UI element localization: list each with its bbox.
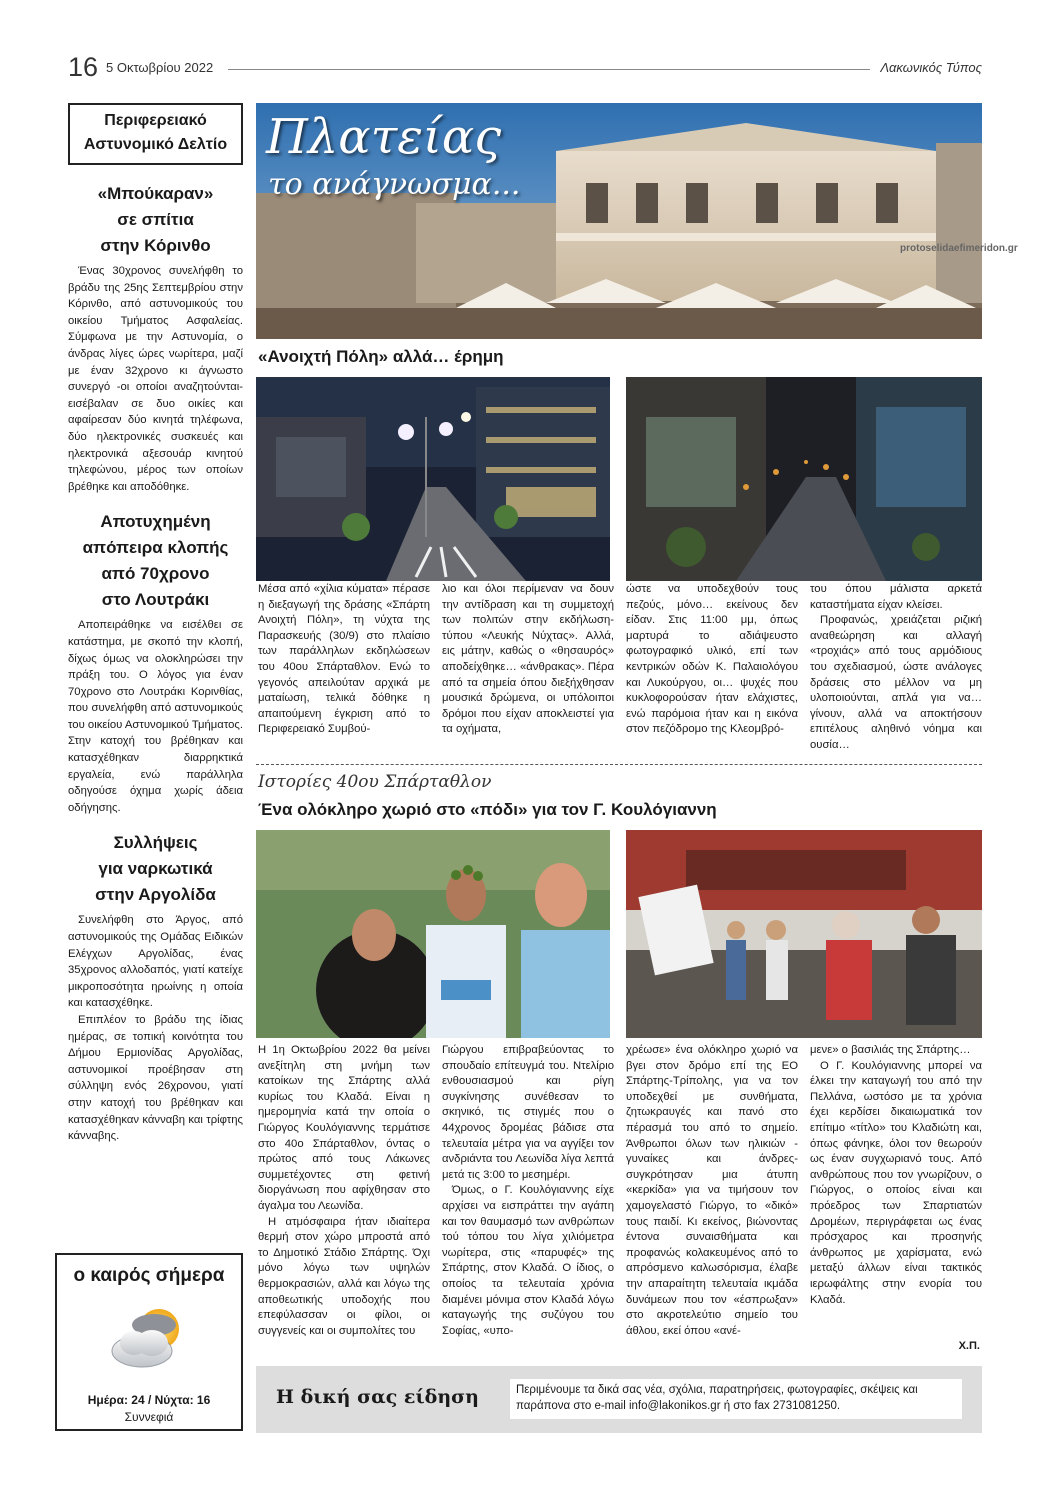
village-crowd-photo [626, 830, 982, 1038]
text-column [626, 1043, 798, 1339]
paragraph: Προφανώς, χρειάζεται ριζική αναθεώρηση και αλλαγή «τροχιάς» από τους αρμόδιους του σχεδιασμού, ώστε ανάλογες δράσεις στο μέλλον να μη υλοποιούνται, απλά για να… γίνουν, αλλά να αποκτήσουν επιτέλους αληθινό νόημα και ουσία… [810, 614, 982, 751]
text-column [810, 582, 982, 754]
story-headline [68, 509, 243, 613]
byline: Χ.Π. [958, 1340, 980, 1352]
hero-title: Πλατείας [266, 109, 502, 165]
hero-subtitle: το ανάγνωσμα... [268, 167, 521, 202]
partly-cloudy-icon [104, 1305, 194, 1375]
headline-line: στην Αργολίδα [95, 885, 216, 905]
paragraph: Ο Γ. Κουλόγιαννης μπορεί να έλκει την καταγωγή του από την Πελλάνα, ωστόσο με τα χρόνια έχει κερδίσει δικαιωματικά τον επίτιμο «τίτλο» του Κλαδιώτη και, όπως φάνηκε, όλοι τον θεωρούν ως έναν συγχωριανό τους. Από ανθρώπους που τον γνωρίζουν, ο Γιώργος, ο οποίος είναι και πρόεδρος των Σπαρτιατών Δρομέων, περιγράφεται ως ένας πρόσχαρος και προσηνής άνθρωπος με χαρίσματα, ενώ μεταξύ άλλων είναι τακτικός ιερωφάλτης στην ενορία του Κλαδά. [810, 1059, 982, 1306]
bulletin-title-box [68, 103, 243, 165]
headline-line: απόπειρα κλοπής [82, 538, 229, 558]
pedestrian-street-photo [626, 377, 982, 581]
headline-line: Συλλήψεις [113, 833, 198, 853]
headline-line: στο Λουτράκι [101, 590, 210, 610]
text-column [442, 582, 614, 754]
reader-news-box [256, 1366, 982, 1433]
text-column [810, 1043, 982, 1339]
news-box-text: Περιμένουμε τα δικά σας νέα, σχόλια, παρατηρήσεις, φωτογραφίες, σκέψεις και παράπονα στο e-mail info@lakonikos.gr ή στο fax 2731081250. [510, 1379, 962, 1419]
text-column [258, 582, 430, 754]
headline-line: για ναρκωτικά [98, 859, 213, 879]
issue-date: 5 Οκτωβρίου 2022 [106, 60, 214, 75]
article-headline: «Ανοιχτή Πόλη» αλλά… έρημη [258, 347, 504, 366]
article-body [258, 1043, 982, 1339]
header-rule [228, 69, 870, 70]
paragraph: του όπου μάλιστα αρκετά καταστήματα είχαν κλείσει. [810, 583, 982, 611]
police-bulletin-column [68, 103, 243, 1145]
publication-name: Λακωνικός Τύπος [880, 60, 982, 75]
headline-line: σε σπίτια [117, 210, 194, 229]
paragraph: Η 1η Οκτωβρίου 2022 θα μείνει ανεξίτηλη στη μνήμη των κατοίκων της Σπάρτης αλλά κυρίως του Κλαδά. Είναι η ημερομηνία κατά την οποία ο Γιώργος Κουλόγιαννης τερμάτισε στο 40ο Σπάρταθλον, όντας ο πρώτος από τους Λάκωνες συμμετέχοντες στη φετινή διοργάνωση που αφίχθησαν στο άγαλμα του Λεωνίδα. [258, 1044, 430, 1212]
paragraph: Η ατμόσφαιρα ήταν ιδιαίτερα θερμή στον χώρο μπροστά από το Δημοτικό Στάδιο Σπάρτης. Όχι μόνο λόγω των υψηλών θερμοκρασιών, αλλά και λόγω της αποθεωτικής υποδοχής που επεφύλασσαν οι φίλοι, οι συγγενείς και οι συμπολίτες του [258, 1215, 430, 1337]
bulletin-title: Αστυνομικό Δελτίο [83, 136, 228, 153]
story-headline [68, 830, 243, 908]
weather-condition: Συννεφιά [124, 1410, 174, 1424]
article-body [258, 582, 982, 754]
news-box-title: Η δική σας είδηση [276, 1386, 479, 1408]
story-body: Αποπειράθηκε να εισέλθει σε κατάστημα, με σκοπό την κλοπή, δίχως όμως να ολοκληρώσει την πράξη του. Ο λόγος για έναν 70χρονο στο Λουτράκι Κορινθίας, που συνελήφθη από αστυνομικούς του οικείου Αστυνομικού Τμήματος. Στην κατοχή του βρέθηκαν και κατασχέθηκαν διαρρηκτικά εργαλεία, ενώ παράλληλα οδηγούσε όχημα χωρίς άδεια οδήγησης. [68, 619, 243, 814]
weather-title: ο καιρός σήμερα [73, 1265, 225, 1286]
runner-portrait-photo [256, 830, 610, 1038]
section-divider [256, 764, 982, 765]
story-body: Ένας 30χρονος συνελήφθη το βράδυ της 25ης Σεπτεμβρίου στην Κόρινθο, από αστυνομικούς του οικείου Τμήματος Ασφαλείας. Σύμφωνα με την Αστυνομία, ο άνδρας λίγες ώρες νωρίτερα, μαζί με έναν 32χρονο κι άγνωστο συνεργό -οι οποίοι αναζητούνται- εισέβαλαν σε δυο οικίες και αφαίρεσαν δύο κινητά τηλέφωνα, δύο ηλεκτρονικές συσκευές και ηλεκτρονικά αξεσουάρ κινητού τηλεφώνου, μέρος των οποίων βρέθηκε και αποδόθηκε. [68, 265, 243, 493]
night-street-photo [256, 377, 610, 581]
weather-temperatures: Ημέρα: 24 / Νύχτα: 16 [87, 1393, 211, 1407]
text-column [258, 1043, 430, 1339]
story-headline [68, 181, 243, 259]
bulletin-title: Περιφερειακό [104, 112, 207, 129]
page-number: 16 [68, 52, 99, 82]
paragraph: χρέωσε» ένα ολόκληρο χωριό να βγει στον δρόμο επί της ΕΟ Σπάρτης-Τρίπολης, για να τον υποδεχθεί με συνθήματα, ζητωκραυγές και πανό στο πέρασμά του από το σημείο. Άνθρωποι όλων των ηλικιών - γυναίκες και άνδρες- συγκρότησαν μια άτυπη «κερκίδα» για να τιμήσουν τον χαμογελαστό Γιώργο, το «δικό» τους παιδί. Κι εκείνος, βιώνοντας έντονα συναισθήματα και προφανώς κολακευμένος από το απρόσμενο καλωσόρισμα, έλαβε την απαραίτητη τελευταία ικμάδα δυνάμεων που τον «έσπρωξαν» στο ακροτελεύτιο σημείο του άθλου, εκεί όπου «ανέ- [626, 1044, 798, 1337]
story-body: Συνελήφθη στο Άργος, από αστυνομικούς της Ομάδας Ειδικών Ελέγχων Αργολίδας, ένας 35χρονος αλλοδαπός, γιατί κατείχε μικροποσότητα ηρωίνης η οποία και κατασχέθηκε. [68, 914, 243, 1010]
paragraph: μενε» ο βασιλιάς της Σπάρτης… [810, 1044, 971, 1056]
headline-line: από 70χρονο [101, 564, 210, 584]
article-headline: Ένα ολόκληρο χωριό στο «πόδι» για τον Γ. Κουλόγιαννη [258, 800, 717, 819]
text-column [626, 582, 798, 754]
paragraph: Μέσα από «χίλια κύματα» πέρασε η διεξαγωγή της δράσης «Σπάρτη Ανοιχτή Πόλη», τη νύχτα της Παρασκευής (30/9) στο πλαίσιο των παράλληλων εκδηλώσεων του 40ου Σπάρταθλον. Ενώ το γεγονός απειλούταν αρχικά με ματαίωση, τελικά δόθηκε η απαιτούμενη έγκριση από το Περιφερειακό Συμβού- [258, 583, 430, 736]
headline-line: «Μπούκαραν» [97, 184, 214, 203]
paragraph: ώστε να υποδεχθούν τους πεζούς, μόνο… εκείνους δεν είδαν. Στις 11:00 μμ, όπως μαρτυρά το αδιάψευστο φωτογραφικό υλικό, επί των κεντρικών οδών Κ. Παλαιολόγου και Λυκούργου, οι… ψυχές που κυκλοφορούσαν ήταν ελάχιστες, ενώ παρόμοια ήταν και η εικόνα στον πεζόδρομο της Κλεομβρό- [626, 583, 798, 736]
paragraph: Γιώργου επιβραβεύοντας το σπουδαίο επίτευγμά του. Ντελίριο ενθουσιασμού και ρίγη συγκίνησης συνέθεσαν το σκηνικό, τις στιγμές που ο 44χρονος δρομέας βάδισε στα τελευταία μέτρα για να αγγίξει τον ανδριάντα του Λεωνίδα λίγα λεπτά μετά τις 3:00 το μεσημέρι. [442, 1044, 614, 1181]
paragraph: Όμως, ο Γ. Κουλόγιαννης είχε αρχίσει να εισπράττει την αγάπη και τον θαυμασμό των ανθρώπων τού τόπου του λίγα χιλιόμετρα νωρίτερα, στις «παρυφές» της Σπάρτης, στον Κλαδά. Ο ίδιος, ο οποίος τα τελευταία χρόνια διαμένει μόνιμα στον Κλαδά λόγω καταγωγής της συζύγου του Σοφίας, «υπο- [442, 1184, 614, 1337]
headline-line: Αποτυχημένη [100, 512, 211, 532]
watermark: protoselidaefimeridon.gr [900, 243, 1018, 254]
story-body: Επιπλέον το βράδυ της ίδιας ημέρας, σε τοπική κοινότητα του Δήμου Ερμιονίδας Αργολίδας, αστυνομικοί προέβησαν στη σύλληψη ενός 26χρονου, γιατί στην κατοχή του βρέθηκαν και κατασχέθηκαν κάνναβη και τρίφτης κάνναβης. [68, 1014, 243, 1143]
weather-box [55, 1253, 243, 1431]
paragraph: λιο και όλοι περίμεναν να δουν την αντίδραση και τη συμμετοχή των πολιτών στην εκδήλωση-τύπου «Λευκής Νύχτας». Αλλά, εις μάτην, καθώς ο «θησαυρός» αποδείχθηκε… «άνθρακας». Πέρα από τα σημεία όπου διεξήχθησαν μουσικά δρώμενα, οι υπόλοιποι δρόμοι που είχαν αποκλειστεί για τα οχήματα, [442, 583, 614, 736]
hero-photo [256, 103, 982, 339]
article-kicker: Ιστορίες 40ου Σπάρταθλον [258, 772, 492, 792]
headline-line: στην Κόρινθο [100, 236, 211, 255]
text-column [442, 1043, 614, 1339]
